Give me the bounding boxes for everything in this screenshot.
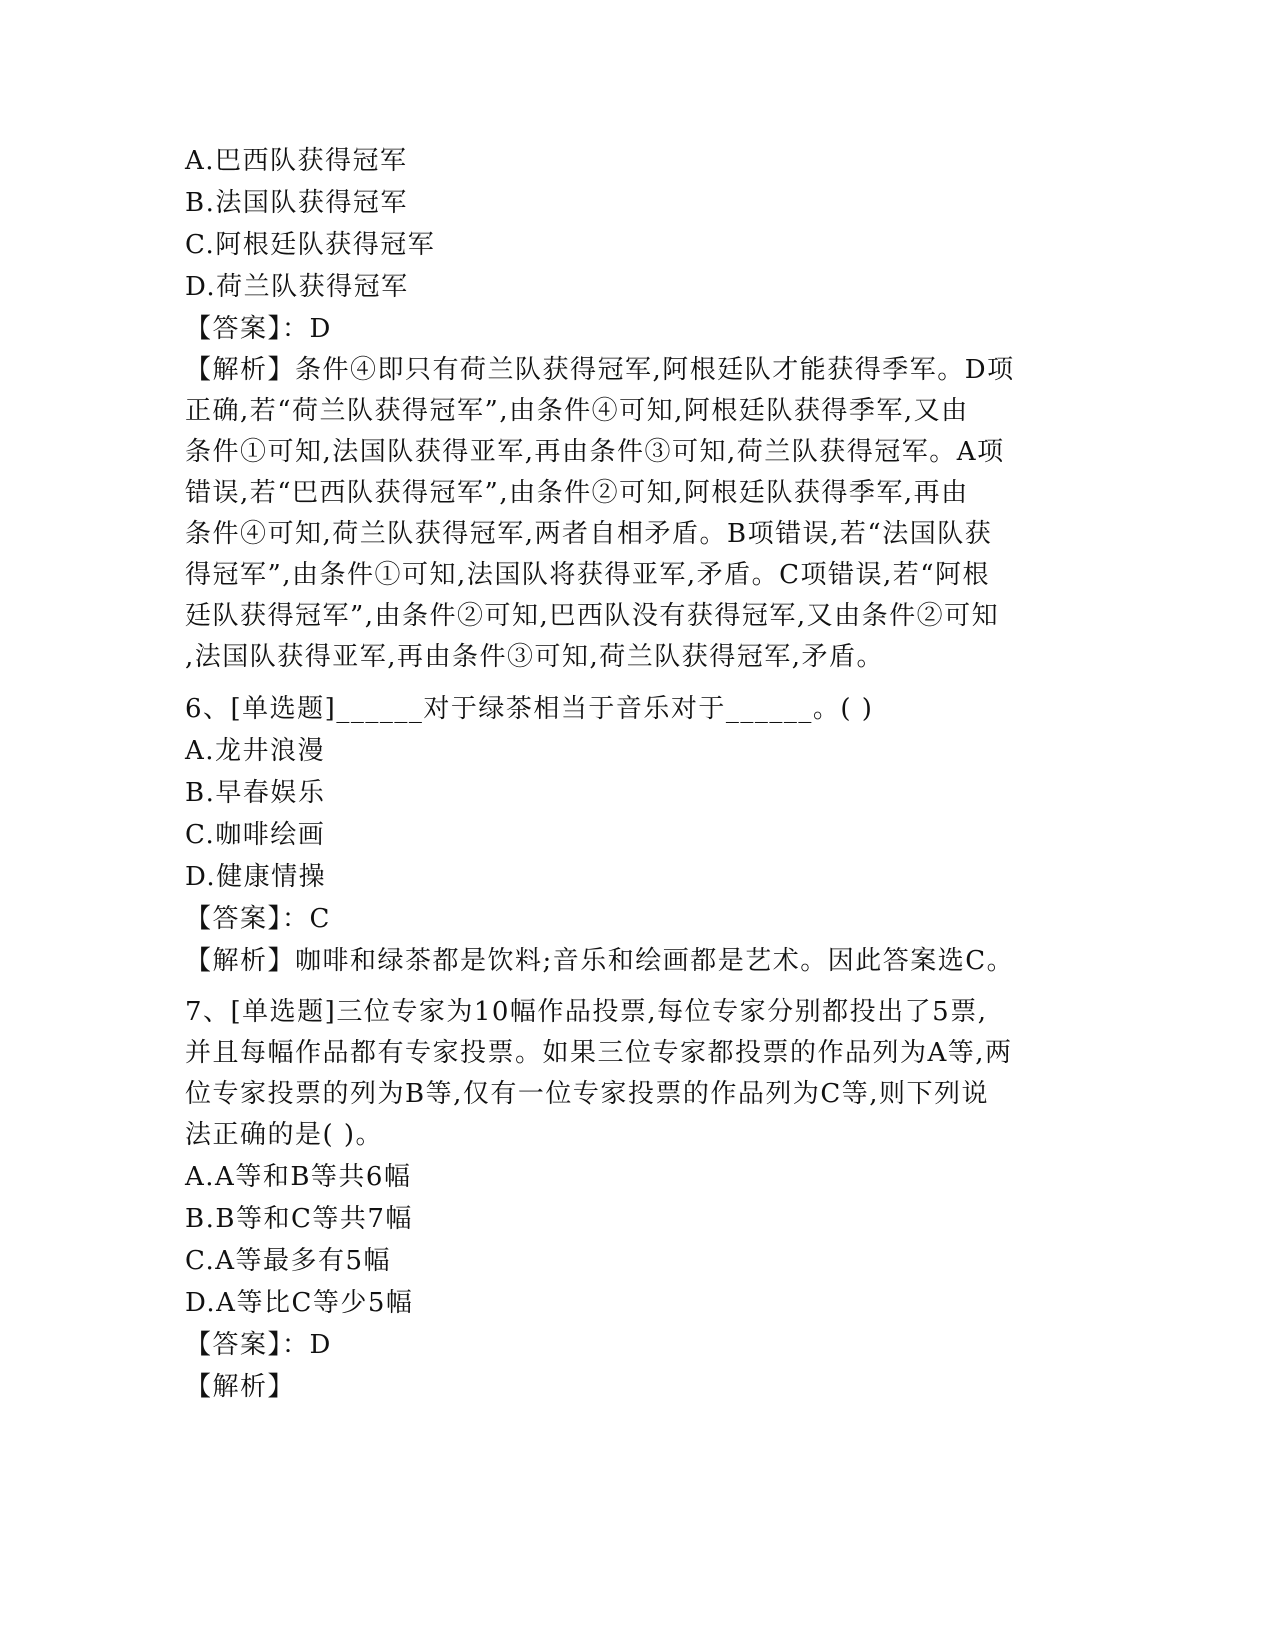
analysis-line: 条件①可知,法国队获得亚军,再由条件③可知,荷兰队获得冠军。A项 [185, 437, 1005, 467]
analysis-line: 条件④可知,荷兰队获得冠军,两者自相矛盾。B项错误,若“法国队获 [185, 519, 993, 549]
option-b: B.法国队获得冠军 [185, 188, 408, 218]
option-c: C.咖啡绘画 [185, 820, 326, 850]
stem-line: 并且每幅作品都有专家投票。如果三位专家都投票的作品列为A等,两 [185, 1038, 1013, 1068]
analysis-line: 得冠军”,由条件①可知,法国队将获得亚军,矛盾。C项错误,若“阿根 [185, 560, 991, 590]
analysis-line: ,法国队获得亚军,再由条件③可知,荷兰队获得冠军,矛盾。 [185, 642, 885, 672]
option-d: D.健康情操 [185, 862, 327, 892]
question-6 [185, 688, 1055, 982]
option-d: D.A等比C等少5幅 [185, 1288, 414, 1318]
option-a: A.龙井浪漫 [185, 736, 326, 766]
option-c: C.阿根廷队获得冠军 [185, 230, 436, 260]
stem-line: 法正确的是( )。 [185, 1120, 384, 1150]
document-page [185, 140, 1055, 1408]
analysis-line: 错误,若“巴西队获得冠军”,由条件②可知,阿根廷队获得季军,再由 [185, 478, 969, 508]
analysis-line: 【解析】 [185, 1372, 296, 1402]
stem-line: 7、[单选题]三位专家为10幅作品投票,每位专家分别都投出了5票, [185, 997, 988, 1027]
question-7 [185, 992, 1055, 1408]
answer-line: 【答案】：C [185, 904, 331, 934]
answer-line: 【答案】：D [185, 1330, 332, 1360]
option-d: D.荷兰队获得冠军 [185, 272, 409, 302]
analysis-line: 廷队获得冠军”,由条件②可知,巴西队没有获得冠军,又由条件②可知 [185, 601, 1000, 631]
analysis-line: 【解析】咖啡和绿茶都是饮料;音乐和绘画都是艺术。因此答案选C。 [185, 946, 1015, 976]
option-a: A.巴西队获得冠军 [185, 146, 408, 176]
stem-line: 位专家投票的列为B等,仅有一位专家投票的作品列为C等,则下列说 [185, 1079, 990, 1109]
analysis-line: 正确,若“荷兰队获得冠军”,由条件④可知,阿根廷队获得季军,又由 [185, 396, 969, 426]
option-a: A.A等和B等共6幅 [185, 1162, 412, 1192]
analysis-line: 【解析】条件④即只有荷兰队获得冠军,阿根廷队才能获得季军。D项 [185, 355, 1015, 385]
answer-line: 【答案】：D [185, 314, 332, 344]
question-stem [185, 992, 1055, 1156]
question-5 [185, 140, 1055, 678]
question-stem: 6、[单选题]______对于绿茶相当于音乐对于______。( ) [185, 694, 874, 724]
option-b: B.早春娱乐 [185, 778, 326, 808]
option-c: C.A等最多有5幅 [185, 1246, 392, 1276]
option-b: B.B等和C等共7幅 [185, 1204, 413, 1234]
analysis-paragraph [185, 350, 1055, 678]
